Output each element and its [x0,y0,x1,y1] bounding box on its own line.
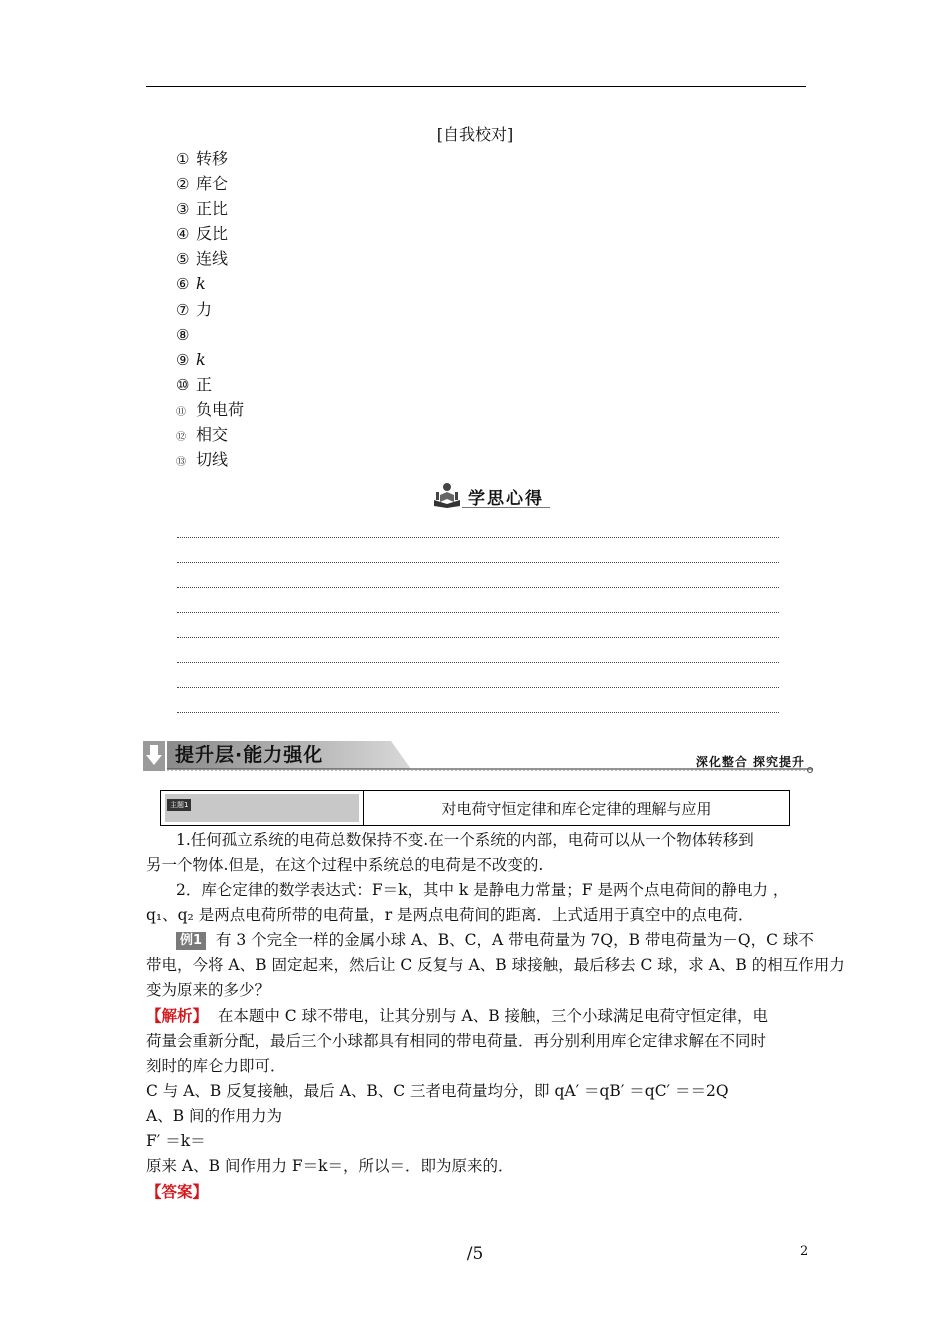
topic-tag: 主题1 [167,799,191,811]
page-number: 2 [800,1244,809,1259]
header-rule [146,86,806,87]
body-text: 1.任何孤立系统的电荷总数保持不变.在一个系统的内部，电荷可以从一个物体转移到 另一个物体.但是，在这个过程中系统总的电荷是不改变的. 2．库仑定律的数学表达式：F＝k，其中 k 是静电力常量；F 是两个点电荷间的静电力 ， q₁、q₂ 是两点电荷所带的电荷量，r 是两点电荷间的距离．上式适用于真空中的点电荷． 例1 有 3 个完全一样的金属小球 A、B、C，A 带电荷量为 7Q，B 带电荷量为－Q，C 球不 带电，今将 A、B 固定起来，然后让 C 反复与 A、B 球接触，最后移去 C 球，求 A、B 的相互作用力 变为原来的多少？ 【解析】 在本题中 C 球不带电，让其分别与 A、B 接触，三个小球满足电荷守恒定律，电 荷量会重新分配，最后三个小球都具有相同的带电荷量．再分别利用库仑定律求解在不同时 刻时的库仑力即可． C 与 A、B 反复接触，最后 A、B、C 三者电荷量均分，即 qA′ ＝qB′ ＝qC′ ＝＝2Q A、B 间的作用力为 F′ ＝k＝ 原来 A、B 间作用力 F＝k＝，所以＝．即为原来的． 【答案】 [176,828,808,1204]
list-item: ⑬ 切线 [176,450,229,470]
example-badge: 例1 [176,932,206,950]
list-item: ③ 正比 [176,199,229,219]
list-item: ⑦ 力 [176,299,213,319]
writing-line [177,712,779,713]
arrow-down-icon [143,741,165,771]
list-item: ⑫ 相交 [176,425,229,445]
list-item: ⑧ [176,325,190,344]
writing-line [177,637,779,638]
topic-header [160,790,790,826]
writing-line [177,687,779,688]
reader-icon [432,482,462,508]
writing-line [177,537,779,538]
list-item: ① 转移 [176,149,229,168]
list-item: ⑤ 连线 [176,249,229,269]
section-title: 提升层·能力强化 [175,744,324,766]
writing-line [177,612,779,613]
writing-line [177,662,779,663]
reflection-banner [432,482,550,508]
writing-line [177,587,779,588]
topic-title: 对电荷守恒定律和库仑定律的理解与应用 [441,800,712,818]
list-item: ② 库仑 [176,174,229,194]
list-item: ⑩ 正 [176,374,213,394]
list-item: ⑥ k [176,274,206,294]
self-check-title: [自我校对] [436,125,514,144]
section-banner [143,739,813,775]
answer-label: 【答案】 [146,1182,209,1201]
list-item: ⑪ 负电荷 [176,399,245,419]
page-indicator: /5 [466,1244,484,1264]
answer-list [176,146,244,472]
list-item: ④ 反比 [176,224,229,244]
reflection-title: 学思心得 [468,489,544,509]
writing-line [177,562,779,563]
analysis-label: 【解析】 [146,1006,209,1025]
section-subtitle: 深化整合 探究提升 [695,755,805,769]
list-item: ⑨ k [176,349,206,369]
